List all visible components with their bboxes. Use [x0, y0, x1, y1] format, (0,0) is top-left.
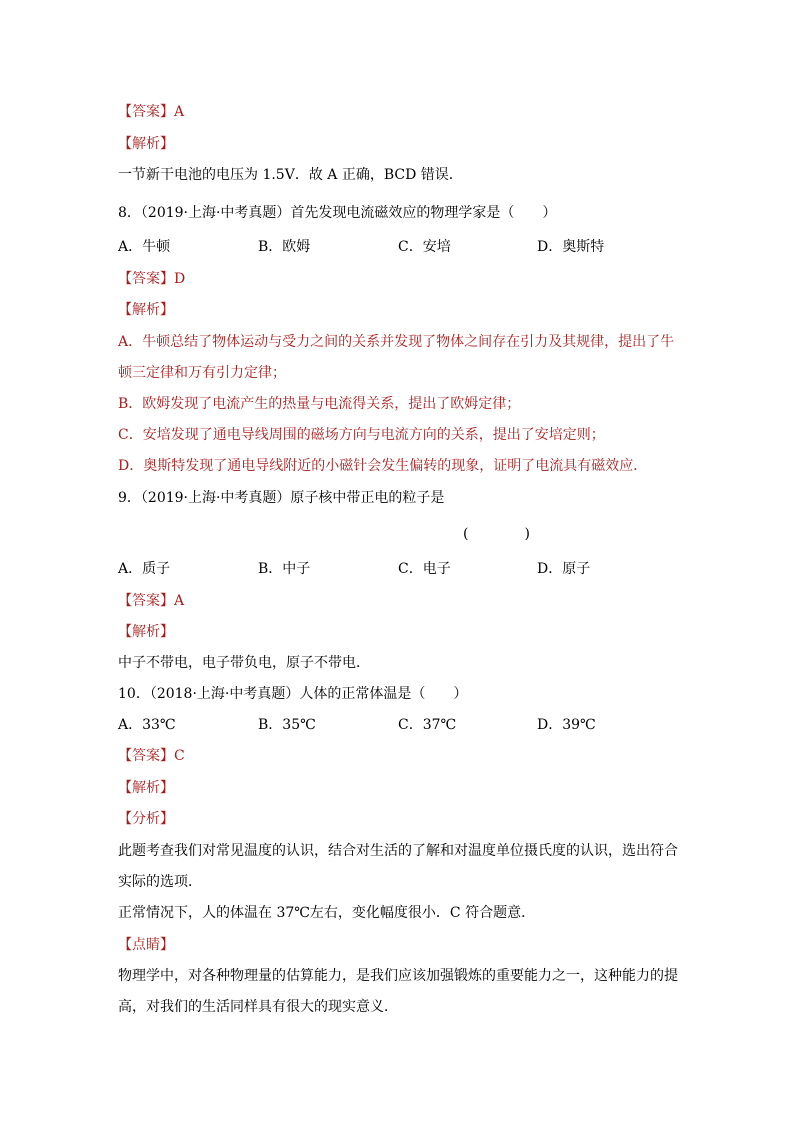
q9-analysis-label: 【解析】 [118, 624, 174, 640]
q9-answer-paren: ( ) [463, 526, 530, 542]
answer-label: 【答案】 [118, 104, 174, 120]
q10-analysis-label: 【解析】 [118, 780, 174, 796]
q8-answer-line [118, 270, 185, 288]
answer-label: 【答案】 [118, 748, 174, 764]
q7-answer-line [118, 103, 184, 121]
q10-dianjing-label: 【点睛】 [118, 937, 174, 953]
q8-explanation-line-4: C．安培发现了通电导线周围的磁场方向与电流方向的关系，提出了安培定则； [118, 427, 605, 443]
q10-dianjing-line-2: 高，对我们的生活同样具有很大的现实意义． [118, 999, 398, 1015]
q9-answer-value: A [174, 593, 185, 609]
q8-option-c: C．安培 [398, 239, 451, 255]
q10-answer-line [118, 747, 185, 765]
q8-option-b: B．欧姆 [258, 239, 311, 255]
q8-answer-value: D [174, 271, 186, 287]
q9-option-c: C．电子 [398, 561, 451, 577]
q9-option-b: B．中子 [258, 561, 311, 577]
q10-option-c: C．37℃ [398, 717, 457, 733]
q10-fenxi-line-1: 此题考查我们对常见温度的认识，结合对生活的了解和对温度单位摄氏度的认识，选出符合 [118, 843, 678, 859]
q10-option-a: A．33℃ [118, 717, 176, 733]
q8-explanation-line-2: 顿三定律和万有引力定律； [118, 365, 286, 381]
q9-answer-line [118, 592, 184, 610]
q7-analysis-label: 【解析】 [118, 136, 174, 152]
q8-explanation-line-1: A．牛顿总结了物体运动与受力之间的关系并发现了物体之间存在引力及其规律，提出了牛 [118, 334, 675, 350]
q7-explanation: 一节新干电池的电压为 1.5V．故 A 正确，BCD 错误． [118, 167, 463, 183]
q10-fenxi-line-2: 实际的选项． [118, 874, 202, 890]
q7-answer-value: A [174, 104, 185, 120]
q8-option-a: A．牛顿 [118, 239, 171, 255]
q8-analysis-label: 【解析】 [118, 302, 174, 318]
q9-option-a: A．质子 [118, 561, 171, 577]
q10-question: 10．（2018·上海·中考真题）人体的正常体温是（ ） [118, 686, 468, 702]
q10-answer-value: C [174, 748, 185, 764]
answer-label: 【答案】 [118, 271, 174, 287]
q10-fenxi-line-3: 正常情况下，人的体温在 37℃左右，变化幅度很小．C 符合题意． [118, 905, 536, 921]
q8-explanation-line-5: D．奥斯特发现了通电导线附近的小磁针会发生偏转的现象，证明了电流具有磁效应． [118, 458, 648, 474]
q9-explanation: 中子不带电，电子带负电，原子不带电． [118, 655, 370, 671]
q10-option-b: B．35℃ [258, 717, 316, 733]
q8-question: 8．（2019·上海·中考真题）首先发现电流磁效应的物理学家是（ ） [118, 205, 557, 221]
q9-question: 9．（2019·上海·中考真题）原子核中带正电的粒子是 [118, 490, 445, 506]
q10-dianjing-line-1: 物理学中，对各种物理量的估算能力，是我们应该加强锻炼的重要能力之一，这种能力的提 [118, 968, 678, 984]
answer-label: 【答案】 [118, 593, 174, 609]
q10-fenxi-label: 【分析】 [118, 811, 174, 827]
q10-option-d: D．39℃ [537, 717, 596, 733]
q9-option-d: D．原子 [537, 561, 591, 577]
q8-option-d: D．奥斯特 [537, 239, 605, 255]
q8-explanation-line-3: B．欧姆发现了电流产生的热量与电流得关系，提出了欧姆定律； [118, 396, 521, 412]
